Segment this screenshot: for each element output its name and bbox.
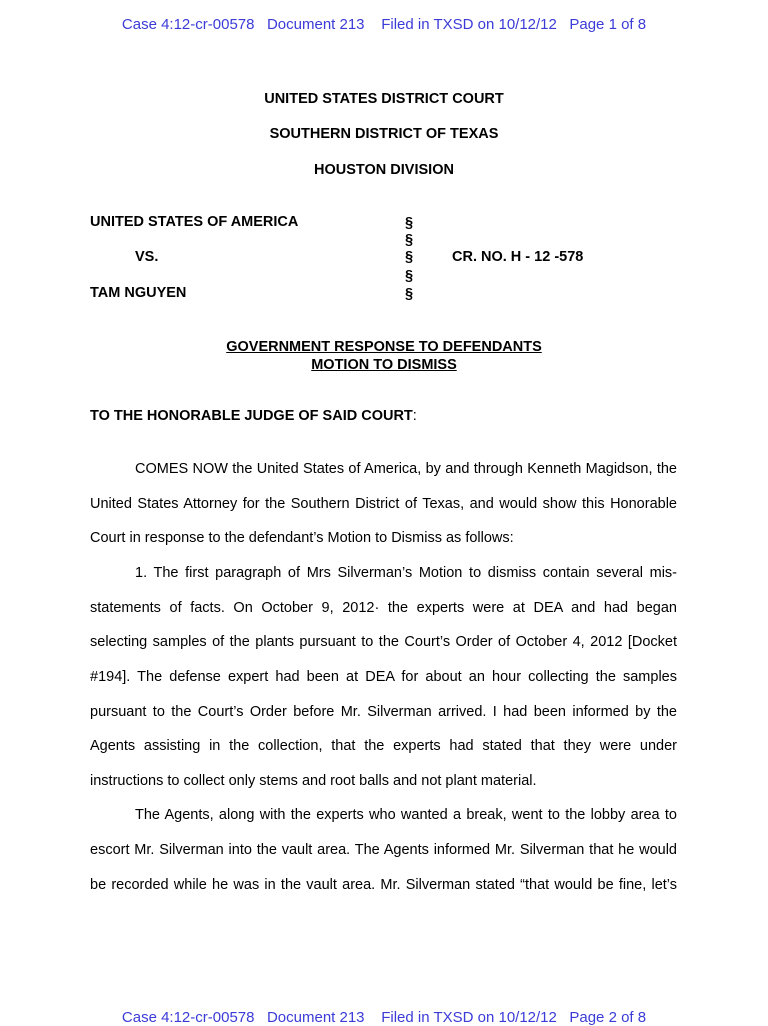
- salutation: [90, 408, 417, 424]
- court-division: HOUSTON DIVISION: [314, 162, 454, 178]
- filing-stamp-footer: Case 4:12-cr-00578 Document 213 Filed in TXSD on 10/12/12 Page 2 of 8: [121, 1009, 647, 1026]
- section-mark: §: [405, 215, 414, 231]
- salutation-punct: :: [412, 408, 417, 424]
- body-line: United States Attorney for the Southern District of Texas, and would show this Honorable: [90, 496, 677, 512]
- section-mark: §: [405, 268, 414, 284]
- section-mark: §: [405, 286, 414, 302]
- court-name: UNITED STATES DISTRICT COURT: [264, 91, 504, 107]
- body-line: COMES NOW the United States of America, by and through Kenneth Magidson, the: [135, 461, 677, 477]
- body-line: #194]. The defense expert had been at DEA for about an hour collecting the samples: [90, 669, 677, 685]
- body-line: Court in response to the defendant’s Motion to Dismiss as follows:: [90, 530, 514, 546]
- body-line: statements of facts. On October 9, 2012· the experts were at DEA and had began: [90, 600, 677, 616]
- salutation-text: TO THE HONORABLE JUDGE OF SAID COURT: [90, 408, 413, 424]
- body-line: 1. The first paragraph of Mrs Silverman’s Motion to dismiss contain several mis-: [135, 565, 677, 581]
- caption-defendant: TAM NGUYEN: [90, 285, 187, 301]
- court-district: SOUTHERN DISTRICT OF TEXAS: [269, 126, 499, 142]
- document-title: GOVERNMENT RESPONSE TO DEFENDANTS: [226, 339, 542, 355]
- body-line: be recorded while he was in the vault area. Mr. Silverman stated “that would be fine, let’s: [90, 877, 677, 893]
- body-line: selecting samples of the plants pursuant to the Court’s Order of October 4, 2012 [Docket: [90, 634, 677, 650]
- document-subtitle: MOTION TO DISMISS: [311, 357, 457, 373]
- filing-stamp-header: Case 4:12-cr-00578 Document 213 Filed in TXSD on 10/12/12 Page 1 of 8: [121, 16, 647, 33]
- body-line: pursuant to the Court’s Order before Mr. Silverman arrived. I had been informed by the: [90, 704, 677, 720]
- case-number: CR. NO. H - 12 -578: [452, 249, 584, 265]
- body-line: instructions to collect only stems and root balls and not plant material.: [90, 773, 537, 789]
- section-mark: §: [405, 249, 414, 265]
- section-mark: §: [405, 232, 414, 248]
- body-line: Agents assisting in the collection, that the experts had stated that they were under: [90, 738, 677, 754]
- body-line: The Agents, along with the experts who wanted a break, went to the lobby area to: [135, 807, 677, 823]
- body-line: escort Mr. Silverman into the vault area. The Agents informed Mr. Silverman that he would: [90, 842, 677, 858]
- caption-plaintiff: UNITED STATES OF AMERICA: [90, 214, 299, 230]
- caption-versus: VS.: [135, 249, 159, 265]
